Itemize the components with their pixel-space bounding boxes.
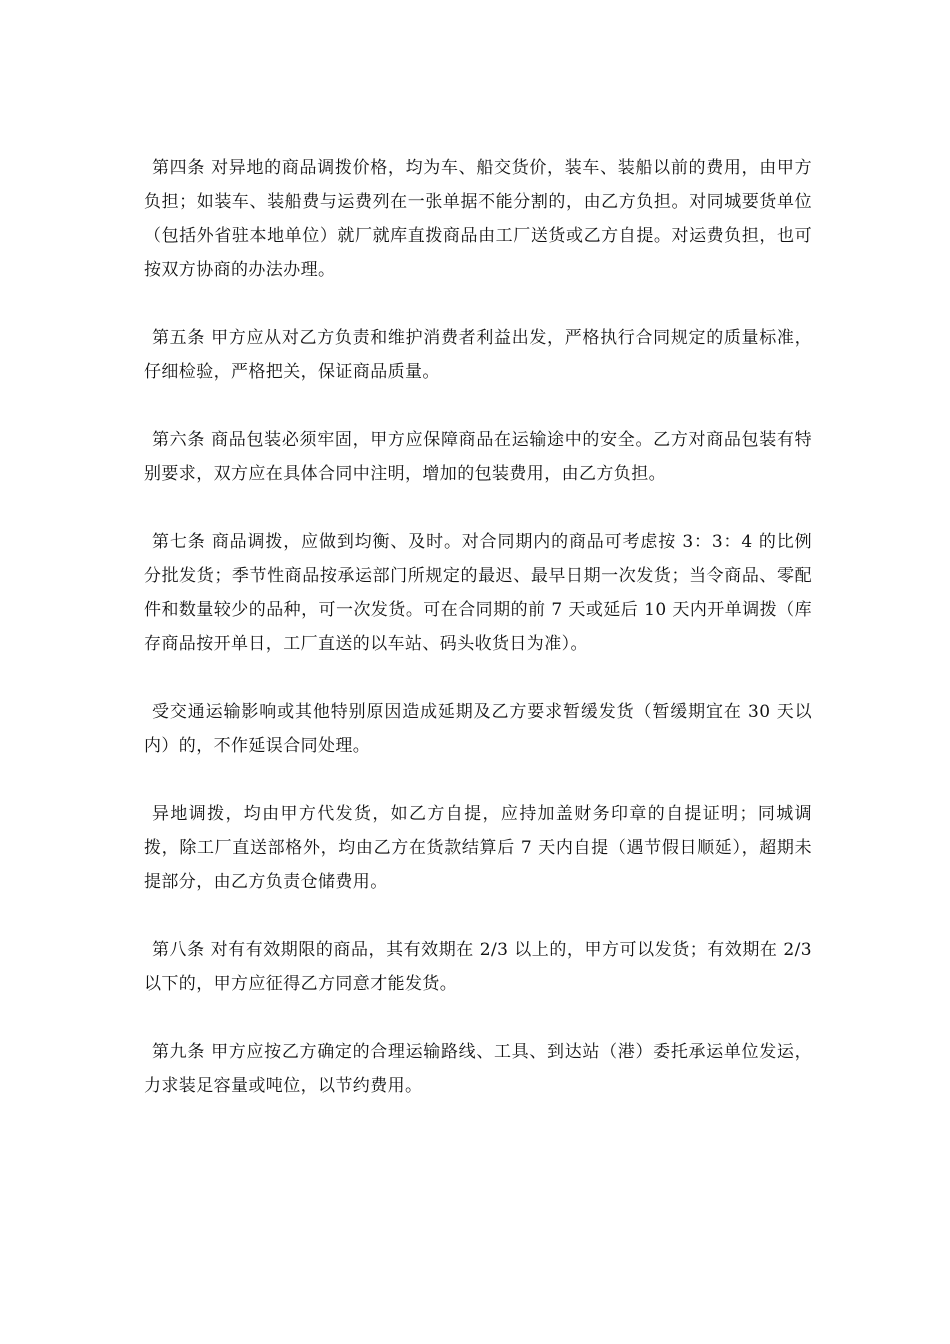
paragraph-article-7: 第七条 商品调拨，应做到均衡、及时。对合同期内的商品可考虑按 3：3：4 的比例分批发货；季节性商品按承运部门所规定的最迟、最早日期一次发货；当令商品、零配件和数量较少的品种，可一次发货。可在合同期的前 7 天或延后 10 天内开单调拨（库存商品按开单日，工厂直送的以车站、码头收货日为准）。 xyxy=(144,532,812,654)
paragraph-article-4: 第四条 对异地的商品调拨价格，均为车、船交货价，装车、装船以前的费用，由甲方负担；如装车、装船费与运费列在一张单据不能分割的，由乙方负担。对同城要货单位（包括外省驻本地单位）就厂就库直拨商品由工厂送货或乙方自提。对运费负担，也可按双方协商的办法办理。 xyxy=(144,158,812,280)
paragraph-article-5: 第五条 甲方应从对乙方负责和维护消费者利益出发，严格执行合同规定的质量标准，仔细检验，严格把关，保证商品质量。 xyxy=(144,328,812,382)
paragraph-article-8: 第八条 对有有效期限的商品，其有效期在 2/3 以上的，甲方可以发货；有效期在 2/3 以下的，甲方应征得乙方同意才能发货。 xyxy=(144,940,812,994)
paragraph-article-9: 第九条 甲方应按乙方确定的合理运输路线、工具、到达站（港）委托承运单位发运，力求装足容量或吨位，以节约费用。 xyxy=(144,1042,812,1096)
paragraph-article-7-pickup: 异地调拨，均由甲方代发货，如乙方自提，应持加盖财务印章的自提证明；同城调拨，除工厂直送部格外，均由乙方在货款结算后 7 天内自提（遇节假日顺延），超期未提部分，由乙方负责仓储费用。 xyxy=(144,804,812,892)
paragraph-article-6: 第六条 商品包装必须牢固，甲方应保障商品在运输途中的安全。乙方对商品包装有特别要求，双方应在具体合同中注明，增加的包装费用，由乙方负担。 xyxy=(144,430,812,484)
paragraph-article-7-delay: 受交通运输影响或其他特别原因造成延期及乙方要求暂缓发货（暂缓期宜在 30 天以内）的，不作延误合同处理。 xyxy=(144,702,812,756)
document-body xyxy=(144,151,812,1137)
